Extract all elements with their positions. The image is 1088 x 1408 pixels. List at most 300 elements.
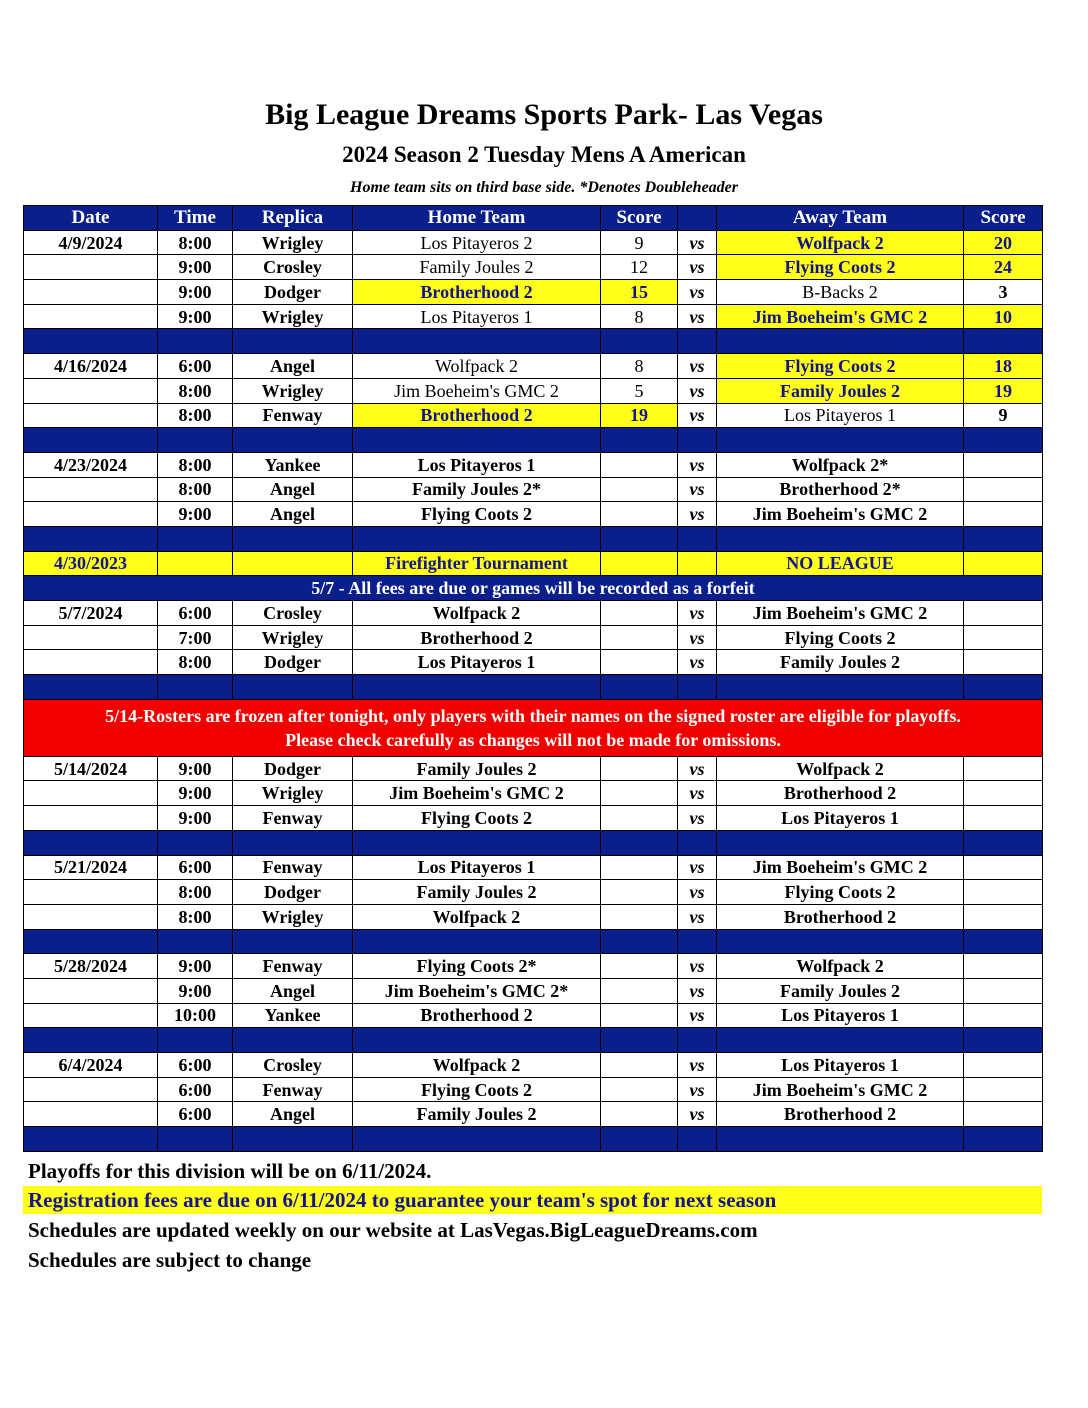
away-team-cell: Brotherhood 2 [717, 904, 964, 929]
separator-cell [353, 428, 601, 453]
separator-cell [964, 1028, 1043, 1053]
separator-cell [158, 929, 233, 954]
page-title: Big League Dreams Sports Park- Las Vegas [265, 98, 823, 131]
date-cell: 4/23/2024 [24, 452, 158, 477]
date-cell [24, 1077, 158, 1102]
date-cell: 5/21/2024 [24, 855, 158, 880]
separator-cell [24, 830, 158, 855]
roster-alert-line-1: 5/14-Rosters are frozen after tonight, only players with their names on the signed roster are eligible for playoffs. [105, 705, 961, 726]
col-header-date: Date [24, 206, 158, 231]
separator-cell [601, 1127, 678, 1152]
time-cell: 9:00 [158, 756, 233, 781]
date-cell [24, 978, 158, 1003]
playoffs-note: Playoffs for this division will be on 6/11/2024. [28, 1159, 432, 1183]
time-cell: 9:00 [158, 978, 233, 1003]
game-row [24, 452, 1043, 477]
home-team-cell: Los Pitayeros 2 [353, 230, 601, 255]
separator-cell [24, 428, 158, 453]
separator-cell [717, 428, 964, 453]
separator-cell [964, 929, 1043, 954]
date-cell [24, 280, 158, 305]
home-score-cell [601, 880, 678, 905]
date-cell: 4/16/2024 [24, 354, 158, 379]
away-team-cell: Wolfpack 2 [717, 756, 964, 781]
replica-cell: Crosley [233, 1053, 353, 1078]
time-cell: 6:00 [158, 855, 233, 880]
separator-cell [353, 329, 601, 354]
away-team-cell: Jim Boeheim's GMC 2 [717, 502, 964, 527]
away-team-cell: Jim Boeheim's GMC 2 [717, 304, 964, 329]
vs-label: vs [678, 403, 717, 428]
separator-cell [601, 830, 678, 855]
vs-label: vs [678, 304, 717, 329]
replica-cell: Fenway [233, 855, 353, 880]
away-team-cell: Los Pitayeros 1 [717, 1003, 964, 1028]
away-score-cell [964, 904, 1043, 929]
vs-label: vs [678, 781, 717, 806]
time-cell: 8:00 [158, 230, 233, 255]
replica-cell: Angel [233, 477, 353, 502]
vs-label: vs [678, 1077, 717, 1102]
away-team-cell: Family Joules 2 [717, 650, 964, 675]
game-row [24, 954, 1043, 979]
home-score-cell [601, 1003, 678, 1028]
separator-cell [24, 1028, 158, 1053]
separator-row [24, 830, 1043, 855]
website-note: Schedules are updated weekly on our website at LasVegas.BigLeagueDreams.com [28, 1218, 758, 1242]
date-cell [24, 625, 158, 650]
separator-cell [24, 526, 158, 551]
home-team-cell: Los Pitayeros 1 [353, 650, 601, 675]
away-score-cell [964, 551, 1043, 576]
home-score-cell [601, 477, 678, 502]
away-team-cell: Los Pitayeros 1 [717, 806, 964, 831]
home-team-cell: Wolfpack 2 [353, 1053, 601, 1078]
time-cell: 8:00 [158, 477, 233, 502]
time-cell: 6:00 [158, 354, 233, 379]
vs-label: vs [678, 855, 717, 880]
separator-cell [158, 1028, 233, 1053]
home-team-cell: Family Joules 2 [353, 880, 601, 905]
home-score-cell: 5 [601, 378, 678, 403]
home-score-cell [601, 502, 678, 527]
date-cell: 5/14/2024 [24, 756, 158, 781]
date-cell: 5/28/2024 [24, 954, 158, 979]
home-score-cell [601, 978, 678, 1003]
away-score-cell [964, 880, 1043, 905]
date-cell [24, 904, 158, 929]
replica-cell: Angel [233, 1102, 353, 1127]
time-cell: 7:00 [158, 625, 233, 650]
away-score-cell [964, 954, 1043, 979]
change-note: Schedules are subject to change [28, 1248, 312, 1272]
home-team-cell: Brotherhood 2 [353, 1003, 601, 1028]
separator-cell [353, 929, 601, 954]
date-cell [24, 477, 158, 502]
replica-cell: Yankee [233, 1003, 353, 1028]
home-team-cell: Brotherhood 2 [353, 625, 601, 650]
game-row [24, 756, 1043, 781]
away-score-cell [964, 650, 1043, 675]
separator-cell [233, 329, 353, 354]
away-score-cell [964, 855, 1043, 880]
vs-label: vs [678, 625, 717, 650]
replica-cell: Wrigley [233, 904, 353, 929]
separator-row [24, 929, 1043, 954]
away-team-cell: Los Pitayeros 1 [717, 1053, 964, 1078]
replica-cell: Fenway [233, 954, 353, 979]
home-score-cell [601, 551, 678, 576]
game-row [24, 378, 1043, 403]
away-score-cell: 9 [964, 403, 1043, 428]
away-score-cell [964, 625, 1043, 650]
separator-cell [964, 329, 1043, 354]
home-score-cell: 19 [601, 403, 678, 428]
away-team-cell: Jim Boeheim's GMC 2 [717, 855, 964, 880]
date-cell [24, 880, 158, 905]
separator-cell [964, 428, 1043, 453]
away-team-cell: Wolfpack 2* [717, 452, 964, 477]
separator-cell [678, 675, 717, 700]
home-team-cell: Family Joules 2 [353, 756, 601, 781]
home-team-cell: Jim Boeheim's GMC 2* [353, 978, 601, 1003]
away-team-cell: Los Pitayeros 1 [717, 403, 964, 428]
date-cell [24, 502, 158, 527]
away-score-cell: 18 [964, 354, 1043, 379]
col-header-vs [678, 206, 717, 231]
vs-label: vs [678, 1053, 717, 1078]
separator-cell [353, 526, 601, 551]
game-row [24, 502, 1043, 527]
separator-cell [678, 929, 717, 954]
home-team-cell: Brotherhood 2 [353, 280, 601, 305]
away-score-cell [964, 477, 1043, 502]
home-score-cell [601, 452, 678, 477]
vs-label: vs [678, 954, 717, 979]
roster-alert [24, 699, 1043, 756]
replica-cell: Angel [233, 502, 353, 527]
time-cell: 9:00 [158, 781, 233, 806]
time-cell: 6:00 [158, 1077, 233, 1102]
vs-label: vs [678, 601, 717, 626]
separator-cell [24, 675, 158, 700]
replica-cell: Angel [233, 354, 353, 379]
replica-cell [233, 551, 353, 576]
vs-label: vs [678, 880, 717, 905]
separator-cell [678, 329, 717, 354]
separator-cell [964, 1127, 1043, 1152]
home-score-cell [601, 781, 678, 806]
separator-cell [353, 1028, 601, 1053]
time-cell: 6:00 [158, 1053, 233, 1078]
separator-cell [717, 929, 964, 954]
home-team-cell: Family Joules 2* [353, 477, 601, 502]
date-cell: 4/30/2023 [24, 551, 158, 576]
separator-cell [678, 428, 717, 453]
separator-cell [24, 329, 158, 354]
separator-cell [601, 1028, 678, 1053]
date-cell [24, 806, 158, 831]
game-row [24, 880, 1043, 905]
away-team-cell: Wolfpack 2 [717, 954, 964, 979]
replica-cell: Fenway [233, 403, 353, 428]
separator-cell [353, 830, 601, 855]
home-team-cell: Los Pitayeros 1 [353, 304, 601, 329]
home-team-cell: Jim Boeheim's GMC 2 [353, 781, 601, 806]
replica-cell: Dodger [233, 756, 353, 781]
vs-label: vs [678, 477, 717, 502]
home-score-cell [601, 806, 678, 831]
separator-cell [158, 1127, 233, 1152]
home-score-cell: 9 [601, 230, 678, 255]
separator-cell [601, 526, 678, 551]
game-row [24, 978, 1043, 1003]
col-header-home-score: Score [601, 206, 678, 231]
replica-cell: Dodger [233, 650, 353, 675]
date-cell: 4/9/2024 [24, 230, 158, 255]
game-row [24, 855, 1043, 880]
vs-cell [678, 551, 717, 576]
replica-cell: Angel [233, 978, 353, 1003]
away-score-cell [964, 1003, 1043, 1028]
away-score-cell [964, 1102, 1043, 1127]
home-score-cell [601, 650, 678, 675]
away-score-cell [964, 1053, 1043, 1078]
replica-cell: Dodger [233, 280, 353, 305]
home-team-cell: Los Pitayeros 1 [353, 855, 601, 880]
schedule-note: Home team sits on third base side. *Denotes Doubleheader [350, 179, 738, 196]
game-row [24, 781, 1043, 806]
separator-cell [233, 675, 353, 700]
away-team-cell: Flying Coots 2 [717, 880, 964, 905]
home-team-cell: Brotherhood 2 [353, 403, 601, 428]
separator-cell [678, 1028, 717, 1053]
separator-cell [678, 526, 717, 551]
game-row [24, 601, 1043, 626]
separator-cell [233, 1028, 353, 1053]
away-score-cell: 19 [964, 378, 1043, 403]
separator-cell [233, 830, 353, 855]
away-score-cell: 20 [964, 230, 1043, 255]
away-score-cell [964, 978, 1043, 1003]
time-cell: 8:00 [158, 378, 233, 403]
date-cell [24, 255, 158, 280]
away-score-cell [964, 781, 1043, 806]
home-team-cell: Los Pitayeros 1 [353, 452, 601, 477]
game-row [24, 806, 1043, 831]
time-cell: 6:00 [158, 601, 233, 626]
separator-cell [233, 428, 353, 453]
away-team-cell: Jim Boeheim's GMC 2 [717, 1077, 964, 1102]
home-score-cell [601, 1077, 678, 1102]
vs-label: vs [678, 650, 717, 675]
separator-cell [233, 929, 353, 954]
vs-label: vs [678, 280, 717, 305]
away-score-cell [964, 502, 1043, 527]
separator-cell [964, 675, 1043, 700]
separator-cell [964, 830, 1043, 855]
replica-cell: Fenway [233, 806, 353, 831]
home-score-cell [601, 855, 678, 880]
game-row [24, 1077, 1043, 1102]
separator-cell [233, 1127, 353, 1152]
home-score-cell: 8 [601, 354, 678, 379]
separator-cell [24, 1127, 158, 1152]
game-row [24, 1003, 1043, 1028]
separator-cell [964, 526, 1043, 551]
home-score-cell [601, 954, 678, 979]
vs-label: vs [678, 806, 717, 831]
separator-cell [158, 329, 233, 354]
home-team-cell: Family Joules 2 [353, 255, 601, 280]
home-team-cell: Wolfpack 2 [353, 904, 601, 929]
date-cell [24, 781, 158, 806]
replica-cell: Wrigley [233, 625, 353, 650]
header-row [24, 206, 1043, 231]
separator-cell [717, 329, 964, 354]
replica-cell: Wrigley [233, 304, 353, 329]
game-row [24, 904, 1043, 929]
col-header-replica: Replica [233, 206, 353, 231]
separator-cell [678, 1127, 717, 1152]
away-team-cell: Brotherhood 2 [717, 1102, 964, 1127]
game-row [24, 625, 1043, 650]
home-team-cell: Jim Boeheim's GMC 2 [353, 378, 601, 403]
date-cell: 6/4/2024 [24, 1053, 158, 1078]
time-cell: 9:00 [158, 806, 233, 831]
away-score-cell: 24 [964, 255, 1043, 280]
away-score-cell: 10 [964, 304, 1043, 329]
home-team-cell: Wolfpack 2 [353, 354, 601, 379]
away-score-cell: 3 [964, 280, 1043, 305]
home-score-cell [601, 601, 678, 626]
vs-label: vs [678, 1003, 717, 1028]
vs-label: vs [678, 378, 717, 403]
away-score-cell [964, 806, 1043, 831]
separator-cell [601, 929, 678, 954]
home-team-cell: Wolfpack 2 [353, 601, 601, 626]
separator-cell [158, 526, 233, 551]
date-cell [24, 403, 158, 428]
game-row [24, 304, 1043, 329]
date-cell: 5/7/2024 [24, 601, 158, 626]
time-cell: 9:00 [158, 280, 233, 305]
page-subtitle: 2024 Season 2 Tuesday Mens A American [342, 142, 746, 167]
game-row [24, 1053, 1043, 1078]
away-team-cell: Flying Coots 2 [717, 255, 964, 280]
time-cell: 8:00 [158, 904, 233, 929]
col-header-away-team: Away Team [717, 206, 964, 231]
col-header-home-team: Home Team [353, 206, 601, 231]
separator-cell [717, 1028, 964, 1053]
separator-cell [353, 675, 601, 700]
time-cell: 6:00 [158, 1102, 233, 1127]
separator-cell [601, 428, 678, 453]
time-cell: 9:00 [158, 304, 233, 329]
away-score-cell [964, 1077, 1043, 1102]
home-team-cell: Flying Coots 2 [353, 502, 601, 527]
away-team-cell: Brotherhood 2* [717, 477, 964, 502]
replica-cell: Wrigley [233, 378, 353, 403]
home-score-cell: 15 [601, 280, 678, 305]
date-cell [24, 1003, 158, 1028]
separator-cell [717, 830, 964, 855]
home-team-cell: Family Joules 2 [353, 1102, 601, 1127]
time-cell: 8:00 [158, 403, 233, 428]
game-row [24, 477, 1043, 502]
separator-cell [158, 830, 233, 855]
separator-cell [24, 929, 158, 954]
vs-label: vs [678, 1102, 717, 1127]
fees-notice: 5/7 - All fees are due or games will be recorded as a forfeit [24, 576, 1043, 601]
away-score-cell [964, 452, 1043, 477]
separator-cell [158, 428, 233, 453]
replica-cell: Wrigley [233, 230, 353, 255]
home-team-cell: Flying Coots 2 [353, 1077, 601, 1102]
separator-cell [717, 526, 964, 551]
replica-cell: Crosley [233, 601, 353, 626]
separator-row [24, 329, 1043, 354]
date-cell [24, 304, 158, 329]
no-league-cell: NO LEAGUE [717, 551, 964, 576]
home-team-cell: Flying Coots 2 [353, 806, 601, 831]
time-cell [158, 551, 233, 576]
game-row [24, 403, 1043, 428]
away-team-cell: B-Backs 2 [717, 280, 964, 305]
game-row [24, 1102, 1043, 1127]
home-team-cell: Flying Coots 2* [353, 954, 601, 979]
replica-cell: Crosley [233, 255, 353, 280]
game-row [24, 255, 1043, 280]
separator-row [24, 1127, 1043, 1152]
away-score-cell [964, 756, 1043, 781]
separator-row [24, 675, 1043, 700]
time-cell: 8:00 [158, 650, 233, 675]
home-score-cell [601, 904, 678, 929]
game-row [24, 354, 1043, 379]
col-header-away-score: Score [964, 206, 1043, 231]
separator-cell [158, 675, 233, 700]
home-score-cell [601, 625, 678, 650]
vs-label: vs [678, 502, 717, 527]
away-team-cell: Wolfpack 2 [717, 230, 964, 255]
away-score-cell [964, 601, 1043, 626]
away-team-cell: Family Joules 2 [717, 378, 964, 403]
replica-cell: Dodger [233, 880, 353, 905]
separator-cell [717, 1127, 964, 1152]
separator-cell [353, 1127, 601, 1152]
vs-label: vs [678, 255, 717, 280]
time-cell: 8:00 [158, 452, 233, 477]
replica-cell: Fenway [233, 1077, 353, 1102]
vs-label: vs [678, 978, 717, 1003]
home-score-cell [601, 1102, 678, 1127]
tournament-cell: Firefighter Tournament [353, 551, 601, 576]
away-team-cell: Brotherhood 2 [717, 781, 964, 806]
no-league-row [24, 551, 1043, 576]
date-cell [24, 650, 158, 675]
time-cell: 9:00 [158, 954, 233, 979]
time-cell: 9:00 [158, 255, 233, 280]
replica-cell: Wrigley [233, 781, 353, 806]
time-cell: 9:00 [158, 502, 233, 527]
separator-row [24, 1028, 1043, 1053]
replica-cell: Yankee [233, 452, 353, 477]
vs-label: vs [678, 230, 717, 255]
away-team-cell: Family Joules 2 [717, 978, 964, 1003]
vs-label: vs [678, 452, 717, 477]
separator-cell [717, 675, 964, 700]
